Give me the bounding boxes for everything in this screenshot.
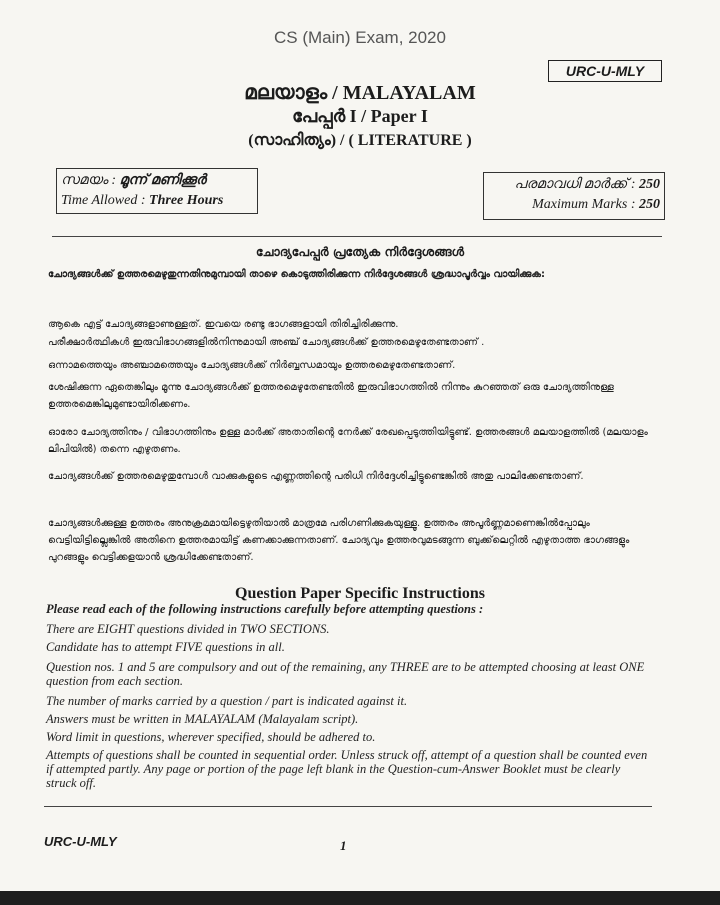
en-instruction-item: There are EIGHT questions divided in TWO SECTIONS.	[46, 622, 330, 636]
en-intro-text: Please read each of the following instructions carefully before attempting questions :	[46, 602, 484, 616]
en-instructions-heading: Question Paper Specific Instructions	[235, 585, 485, 602]
time-ml-value: മൂന്ന് മണിക്കൂർ	[119, 173, 206, 188]
maximum-marks-box	[483, 172, 665, 220]
time-en-label: Time Allowed :	[61, 193, 150, 208]
ml-instruction-item: ഒന്നാമത്തെയും അഞ്ചാമത്തെയും ചോദ്യങ്ങൾക്ക് നിർബ്ബന്ധമായും ഉത്തരമെഴുതേണ്ടതാണ്.	[48, 360, 456, 371]
en-instruction-item: Candidate has to attempt FIVE questions in all.	[46, 640, 285, 654]
time-allowed-box	[56, 168, 258, 214]
ml-instruction-item: പരീക്ഷാർത്ഥികൾ ഇരുവിഭാഗങ്ങളിൽനിന്നുമായി അഞ്ച് ചോദ്യങ്ങൾക്ക് ഉത്തരമെഴുതേണ്ടതാണ് .	[48, 337, 485, 348]
ml-instruction-item: ചോദ്യങ്ങൾക്ക് ഉത്തരമെഴുതുമ്പോൾ വാക്കുകളുടെ എണ്ണത്തിന്റെ പരിധി നിർദ്ദേശിച്ചിട്ടുണ്ടെങ്കിൽ അതു പാലിക്കേണ്ടതാണ്.	[48, 471, 584, 482]
exam-title: CS (Main) Exam, 2020	[274, 28, 446, 47]
marks-ml-line	[488, 175, 660, 195]
scan-bottom-edge	[0, 891, 720, 905]
time-ml-line	[61, 171, 253, 191]
marks-ml-label: പരമാവധി മാർക്ക് :	[514, 177, 639, 192]
ml-instruction-item: ഓരോ ചോദ്യത്തിനും / വിഭാഗത്തിനും ഉള്ള മാർക്ക് അതാതിന്റെ നേർക്ക് രേഖപ്പെടുത്തിയിട്ടുണ്ട്. ഉത്തരങ്ങൾ മലയാളത്തിൽ (മലയാളം ലിപിയിൽ) തന്നെ എഴുതണം.	[48, 427, 648, 455]
en-instructions-intro	[46, 602, 652, 616]
page-number: 1	[340, 838, 347, 853]
en-instruction-item: Word limit in questions, wherever specified, should be adhered to.	[46, 730, 376, 744]
en-instruction-item: The number of marks carried by a question / part is indicated against it.	[46, 694, 408, 708]
time-en-value: Three Hours	[149, 193, 224, 208]
time-en-line	[61, 191, 253, 211]
marks-en-line	[488, 195, 660, 215]
subject-title: മലയാളം / MALAYALAM	[244, 82, 476, 104]
paper-code-box: URC-U-MLY	[548, 60, 662, 82]
ml-instruction-item: ശേഷിക്കുന്ന ഏതെങ്കിലും മൂന്നു ചോദ്യങ്ങൾക്ക് ഉത്തരമെഴുതേണ്ടതിൽ ഇരുവിഭാഗത്തിൽ നിന്നും കുറഞ്ഞത് ഒരു ചോദ്യത്തിനുള്ള ഉത്തരമെങ്കിലുമുണ്ടായിരിക്കണം.	[48, 382, 614, 410]
ml-instructions-intro	[48, 266, 658, 283]
ml-intro-text: ചോദ്യങ്ങൾക്ക് ഉത്തരമെഴുതുന്നതിനുമുമ്പായി താഴെ കൊടുത്തിരിക്കുന്ന നിർദ്ദേശങ്ങൾ ശ്രദ്ധാപൂർവ്വം വായിക്കുക:	[48, 269, 545, 280]
ml-instructions-heading: ചോദ്യപേപ്പർ പ്രത്യേക നിർദ്ദേശങ്ങൾ	[255, 244, 465, 259]
en-instruction-item: Answers must be written in MALAYALAM (Malayalam script).	[46, 712, 359, 726]
time-ml-label: സമയം :	[61, 173, 120, 188]
section-title: (സാഹിത്യം) / ( LITERATURE )	[248, 132, 472, 149]
en-instruction-item: Attempts of questions shall be counted in sequential order. Unless struck off, attempt of a question shall be counted even if attempted partly. Any page or portion of the page left blank in the Question-cum-Answer Booklet must be clearly struck off.	[46, 748, 648, 790]
marks-en-value: 250	[639, 197, 660, 212]
footer-paper-code: URC-U-MLY	[44, 834, 117, 849]
marks-ml-value: 250	[639, 177, 660, 192]
marks-en-label: Maximum Marks :	[532, 197, 639, 212]
en-instruction-item: Question nos. 1 and 5 are compulsory and out of the remaining, any THREE are to be attempted choosing at least ONE question from each section.	[46, 660, 645, 688]
divider-top	[52, 236, 662, 237]
ml-instruction-item: ആകെ എട്ട് ചോദ്യങ്ങളാണുള്ളത്. ഇവയെ രണ്ടു ഭാഗങ്ങളായി തിരിച്ചിരിക്കുന്നു.	[48, 319, 399, 330]
paper-number: പേപ്പർ I / Paper I	[292, 106, 428, 126]
ml-instruction-item: ചോദ്യങ്ങൾക്കുള്ള ഉത്തരം അനുക്രമമായിട്ടെഴുതിയാൽ മാത്രമേ പരിഗണിക്കുകയുള്ളൂ. ഉത്തരം അപൂർണ്ണമാണെങ്കിൽപ്പോലും വെട്ടിയിട്ടില്ലെങ്കിൽ അതിനെ ഉത്തരമായിട്ട് കണക്കാക്കുന്നതാണ്. ചോദ്യവും ഉത്തരവുമടങ്ങുന്ന ബുക്ക്‌ലെറ്റിൽ എഴുതാത്ത ഭാഗങ്ങളും പുറങ്ങളും വെട്ടിക്കളയാൻ ശ്രദ്ധിക്കേണ്ടതാണ്.	[48, 518, 630, 563]
divider-bottom	[44, 806, 652, 807]
